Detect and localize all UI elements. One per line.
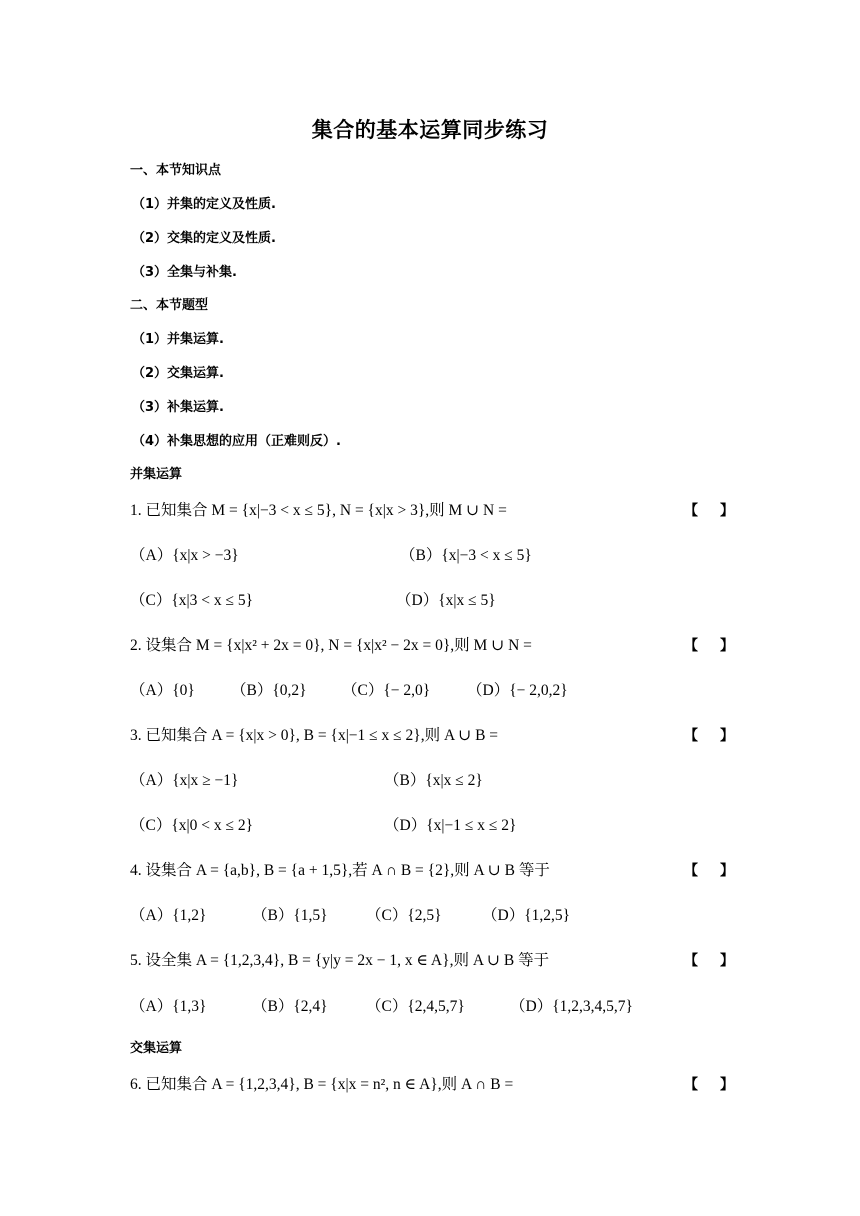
option-c: （C）{2,4,5,7} (366, 998, 465, 1015)
subsection-heading-union: 并集运算 (130, 467, 183, 482)
answer-bracket (684, 950, 734, 970)
section-heading-knowledge: 一、本节知识点 (130, 163, 222, 178)
bracket-right: 】 (720, 728, 734, 744)
option-c: （C）{x|3 < x ≤ 5} (130, 592, 254, 609)
question-type-item: （2）交集运算. (132, 366, 224, 381)
bracket-right: 】 (720, 638, 734, 654)
knowledge-item: （1）并集的定义及性质. (132, 197, 276, 212)
option-b: （B）{0,2} (231, 682, 307, 699)
page-title: 集合的基本运算同步练习 (311, 118, 549, 142)
subsection-heading-intersection: 交集运算 (130, 1041, 183, 1056)
option-b: （B）{x|−3 < x ≤ 5} (400, 547, 532, 564)
bracket-right: 】 (720, 953, 734, 969)
option-a: （A）{1,2} (130, 907, 207, 924)
option-b: （B）{x|x ≤ 2} (384, 772, 483, 789)
question-stem: 6. 已知集合 A = {1,2,3,4}, B = {x|x = n², n ∈ A},则 A ∩ B = (130, 1076, 514, 1093)
bracket-left: 【 (684, 638, 698, 654)
bracket-right: 】 (720, 863, 734, 879)
question-stem: 5. 设全集 A = {1,2,3,4}, B = {y|y = 2x − 1, x ∈ A},则 A ∪ B 等于 (130, 952, 550, 969)
answer-bracket (684, 725, 734, 745)
bracket-left: 【 (684, 503, 698, 519)
bracket-right: 】 (720, 503, 734, 519)
knowledge-item: （2）交集的定义及性质. (132, 231, 276, 246)
question-type-item: （1）并集运算. (132, 332, 224, 347)
bracket-left: 【 (684, 728, 698, 744)
option-c: （C）{x|0 < x ≤ 2} (130, 817, 254, 834)
answer-bracket (684, 1074, 734, 1094)
question-type-item: （4）补集思想的应用（正难则反）. (132, 434, 341, 449)
bracket-left: 【 (684, 863, 698, 879)
option-b: （B）{2,4} (252, 998, 328, 1015)
question-stem: 3. 已知集合 A = {x|x > 0}, B = {x|−1 ≤ x ≤ 2},则 A ∪ B = (130, 727, 499, 744)
option-b: （B）{1,5} (252, 907, 328, 924)
option-c: （C）{− 2,0} (342, 682, 431, 699)
question-stem: 4. 设集合 A = {a,b}, B = {a + 1,5},若 A ∩ B = {2},则 A ∪ B 等于 (130, 862, 550, 879)
option-d: （D）{1,2,3,4,5,7} (510, 998, 633, 1015)
question-stem: 1. 已知集合 M = {x|−3 < x ≤ 5}, N = {x|x > 3},则 M ∪ N = (130, 502, 507, 519)
bracket-right: 】 (720, 1077, 734, 1093)
answer-bracket (684, 860, 734, 880)
section-heading-question-types: 二、本节题型 (130, 298, 209, 313)
option-a: （A）{0} (130, 682, 195, 699)
knowledge-item: （3）全集与补集. (132, 265, 237, 280)
option-a: （A）{x|x ≥ −1} (130, 772, 239, 789)
option-d: （D）{− 2,0,2} (467, 682, 568, 699)
option-c: （C）{2,5} (366, 907, 442, 924)
answer-bracket (684, 500, 734, 520)
option-d: （D）{x|−1 ≤ x ≤ 2} (384, 817, 517, 834)
bracket-left: 【 (684, 1077, 698, 1093)
option-d: （D）{1,2,5} (482, 907, 571, 924)
bracket-left: 【 (684, 953, 698, 969)
answer-bracket (684, 635, 734, 655)
question-type-item: （3）补集运算. (132, 400, 224, 415)
question-stem: 2. 设集合 M = {x|x² + 2x = 0}, N = {x|x² − 2x = 0},则 M ∪ N = (130, 637, 532, 654)
option-a: （A）{x|x > −3} (130, 547, 239, 564)
option-d: （D）{x|x ≤ 5} (396, 592, 496, 609)
option-a: （A）{1,3} (130, 998, 207, 1015)
